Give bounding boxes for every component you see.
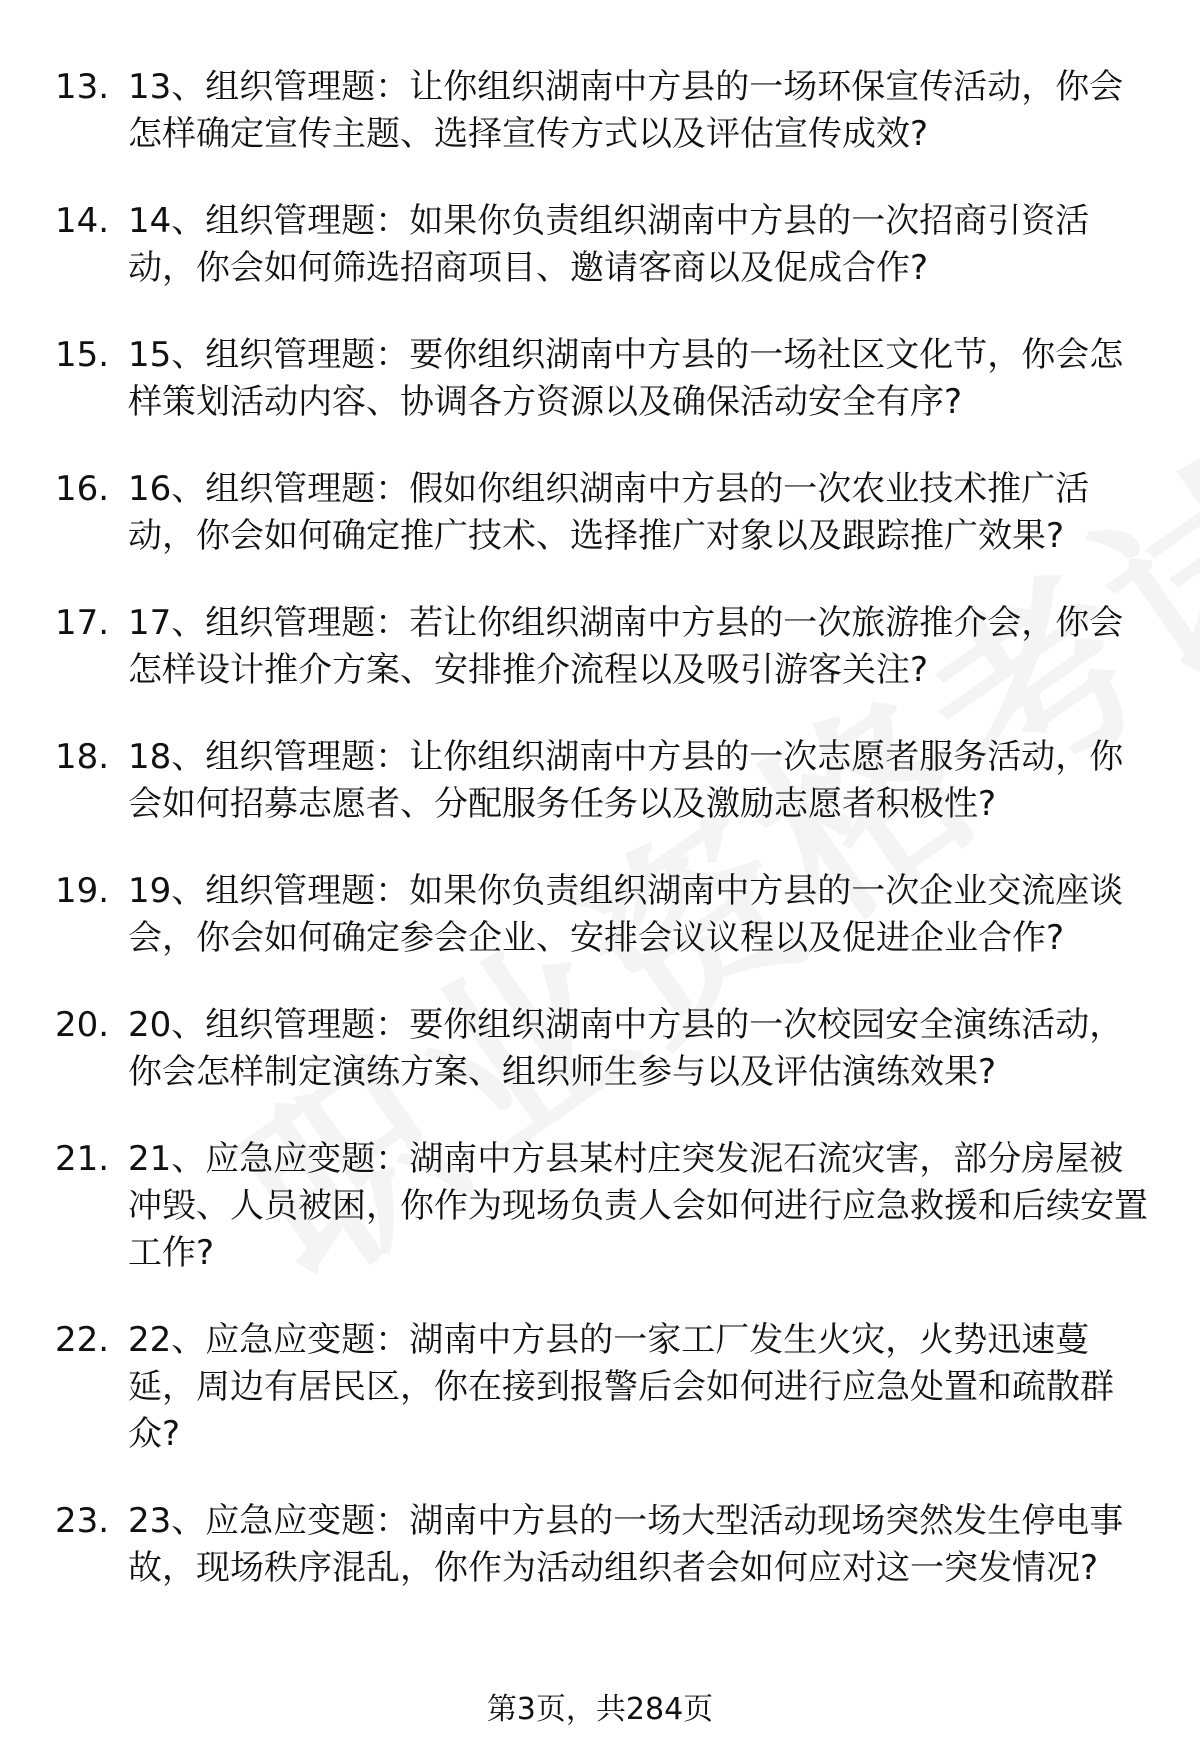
list-item [0,64,1200,158]
list-item [0,1317,1200,1458]
item-number: 19. [55,871,110,911]
item-number: 17. [55,603,110,643]
question-text: 18、组织管理题：让你组织湖南中方县的一次志愿者服务活动，你会如何招募志愿者、分配服务任务以及激励志愿者积极性? [128,737,1124,824]
item-number: 14. [55,201,110,241]
question-text: 13、组织管理题：让你组织湖南中方县的一场环保宣传活动，你会怎样确定宣传主题、选择宣传方式以及评估宣传成效? [128,67,1124,154]
list-item [0,734,1200,828]
list-item [0,600,1200,694]
list-item [0,1498,1200,1592]
question-text: 15、组织管理题：要你组织湖南中方县的一场社区文化节，你会怎样策划活动内容、协调各方资源以及确保活动安全有序? [128,335,1124,422]
item-number: 23. [55,1501,110,1541]
question-text: 23、应急应变题：湖南中方县的一场大型活动现场突然发生停电事故，现场秩序混乱，你作为活动组织者会如何应对这一突发情况? [128,1501,1124,1588]
list-item [0,466,1200,560]
question-text: 21、应急应变题：湖南中方县某村庄突发泥石流灾害，部分房屋被冲毁、人员被困，你作为现场负责人会如何进行应急救援和后续安置工作? [128,1139,1148,1273]
question-text: 22、应急应变题：湖南中方县的一家工厂发生火灾，火势迅速蔓延，周边有居民区，你在接到报警后会如何进行应急处置和疏散群众? [128,1320,1114,1454]
item-number: 20. [55,1005,110,1045]
item-number: 21. [55,1139,110,1179]
item-number: 22. [55,1320,110,1360]
item-number: 16. [55,469,110,509]
question-text: 19、组织管理题：如果你负责组织湖南中方县的一次企业交流座谈会，你会如何确定参会企业、安排会议议程以及促进企业合作? [128,871,1124,958]
question-text: 17、组织管理题：若让你组织湖南中方县的一次旅游推介会，你会怎样设计推介方案、安排推介流程以及吸引游客关注? [128,603,1124,690]
question-list [0,64,1200,1632]
question-text: 14、组织管理题：如果你负责组织湖南中方县的一次招商引资活动，你会如何筛选招商项目、邀请客商以及促成合作? [128,201,1090,288]
list-item [0,868,1200,962]
list-item [0,1136,1200,1277]
item-number: 18. [55,737,110,777]
question-text: 16、组织管理题：假如你组织湖南中方县的一次农业技术推广活动，你会如何确定推广技术、选择推广对象以及跟踪推广效果? [128,469,1090,556]
list-item [0,332,1200,426]
page-footer: 第3页，共284页 [486,1692,714,1727]
list-item [0,198,1200,292]
question-text: 20、组织管理题：要你组织湖南中方县的一次校园安全演练活动，你会怎样制定演练方案、组织师生参与以及评估演练效果? [128,1005,1124,1092]
item-number: 15. [55,335,110,375]
list-item [0,1002,1200,1096]
item-number: 13. [55,67,110,107]
